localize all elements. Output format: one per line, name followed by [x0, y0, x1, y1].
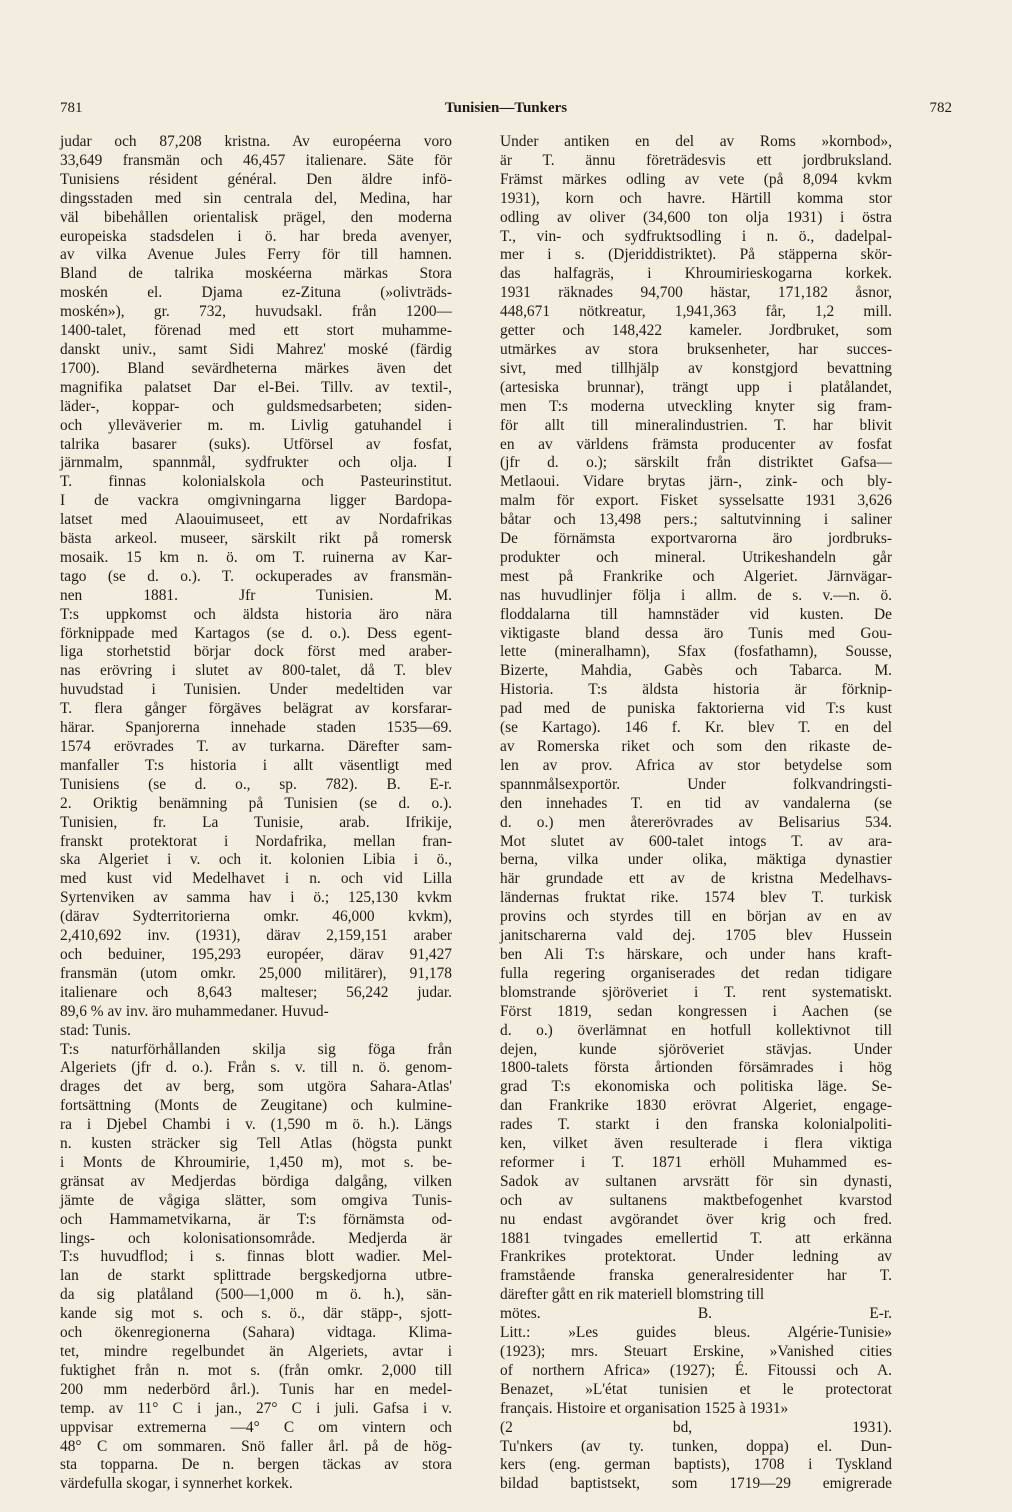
text-line: d. o.) men återerövrades av Belisarius 534.: [500, 813, 892, 831]
right-column: [500, 133, 892, 1494]
text-line: framstående franska generalresidenter har T.: [500, 1267, 892, 1285]
text-line: (2 bd, 1931).: [500, 1418, 892, 1436]
page-number-left: 781: [60, 100, 83, 116]
text-line: moskén el. Djama ez-Zituna (»olivträds-: [60, 284, 452, 302]
text-line: Tunisiens résident général. Den äldre infö-: [60, 170, 452, 188]
text-line: talrika basarer (suks). Utförsel av fosfat,: [60, 435, 452, 453]
text-line: da sig platåland (500—1,000 m ö. h.), sän-: [60, 1286, 452, 1304]
text-line: 1800-talets första årtionden försämrades i hög: [500, 1059, 892, 1077]
text-line: dan Frankrike 1830 erövrat Algeriet, engage-: [500, 1097, 892, 1115]
text-line: Litt.: »Les guides bleus. Algérie-Tunisie»: [500, 1324, 892, 1342]
text-line: magnifika palatset Dar el-Bei. Tillv. av textil-,: [60, 378, 452, 396]
text-line: ben Ali T:s härskare, och under hans kraft-: [500, 945, 892, 963]
text-line: viktigaste bland dessa äro Tunis med Gou-: [500, 624, 892, 642]
text-line: franskt protektorat i Nordafrika, mellan fran-: [60, 832, 452, 850]
left-column: [60, 133, 452, 1494]
text-line: 1574 erövrades T. av turkarna. Därefter sam-: [60, 738, 452, 755]
text-line: för allt till mineralindustrien. T. har blivit: [500, 416, 892, 434]
text-line: 448,671 nötkreatur, 1,941,363 får, 1,2 mill.: [500, 303, 892, 321]
text-line: tago (se d. o.). T. ockuperades av fransmän-: [60, 567, 452, 585]
text-line: Metlaoui. Vidare brytas järn-, zink- och bly-: [500, 473, 892, 491]
text-line: värdefulla skogar, i synnerhet korkek.: [60, 1475, 293, 1493]
text-line: gränsat av Medjerdas bördiga dalgång, vilken: [60, 1172, 452, 1190]
text-line: nas erövring i slutet av 800-talet, då T. blev: [60, 662, 452, 680]
text-line: blomstrande sjöröveriet i T. rent systematiskt.: [500, 983, 892, 1001]
text-line: uppvisar extremerna —4° C om vintern och: [60, 1418, 452, 1436]
text-line: 1931 räknades 94,700 hästar, 171,182 åsnor,: [500, 284, 892, 302]
text-line: ken, vilket även resulterade i flera viktiga: [500, 1135, 892, 1153]
text-line: (1923); mrs. Steuart Erskine, »Vanished cities: [500, 1343, 892, 1360]
text-line: är T. ännu företrädesvis ett jordbruksland.: [500, 151, 892, 169]
text-line: Frankrikes protektorat. Under ledning av: [500, 1248, 892, 1266]
text-line: malm för export. Fisket sysselsatte 1931 3,626: [500, 492, 892, 510]
text-line: bästa arkeol. museer, särskilt rikt på romersk: [60, 530, 452, 548]
text-line: lette (mineralhamn), Sfax (fosfathamn), Sousse,: [500, 643, 892, 661]
text-line: bildad baptistsekt, som 1719—29 emigrerade: [500, 1475, 892, 1493]
text-line: temp. av 11° C i jan., 27° C i juli. Gafsa i v.: [60, 1399, 452, 1417]
text-line: T. finnas kolonialskola och Pasteurinstitut.: [60, 473, 452, 491]
text-line: huvudstad i Tunisien. Under medeltiden var: [60, 681, 452, 699]
text-line: Mot slutet av 600-talet intogs T. av ara-: [500, 832, 892, 850]
text-line: das halfagräs, i Khroumirieskogarna korkek.: [500, 265, 892, 283]
text-line: danskt univ., samt Sidi Mahrez' moské (färdig: [60, 340, 452, 358]
text-line: Syrtenviken av samma hav i ö.; 125,130 kvkm: [60, 889, 452, 907]
text-line: tet, mindre regelbundet än Algeriets, avtar i: [60, 1343, 452, 1360]
text-line: kers (eng. german baptists), 1708 i Tyskland: [500, 1456, 892, 1474]
text-line: med kust vid Medelhavet i n. och vid Lilla: [60, 870, 452, 888]
text-line: Benazet, »L'état tunisien et le protectorat: [500, 1380, 892, 1398]
text-line: 1881 tvingades emellertid T. att erkänna: [500, 1229, 892, 1247]
text-line: förknippade med Kartagos (se d. o.). Dess egent-: [60, 624, 452, 642]
text-line: Bizerte, Mahdia, Gabès och Tabarca. M.: [500, 662, 892, 680]
text-line: av Romerska riket och som den rikaste de-: [500, 738, 892, 755]
text-line: mosaik. 15 km n. ö. om T. ruinerna av Kar-: [60, 548, 452, 566]
text-line: utmärkes av stora bruksenheter, har succes-: [500, 340, 892, 358]
text-line: drages det av berg, som utgöra Sahara-Atlas': [60, 1078, 452, 1096]
text-line: provins och styrdes till en början av en av: [500, 908, 892, 926]
text-line: lan de starkt splittrade bergskedjorna utbre-: [60, 1267, 452, 1285]
text-line: T:s uppkomst och äldsta historia äro nära: [60, 605, 452, 623]
text-line: rades T. starkt i den franska kolonialpoliti-: [500, 1116, 892, 1134]
text-line: nen 1881. Jfr Tunisien. M.: [60, 586, 452, 604]
text-line: den innehades T. en tid av vandalerna (se: [500, 794, 892, 812]
text-line: (se Kartago). 146 f. Kr. blev T. en del: [500, 719, 892, 737]
text-line: järnmalm, spannmål, sydfrukter och olja. I: [60, 454, 452, 472]
text-line: T., vin- och sydfruktsodling i n. ö., dadelpal-: [500, 227, 892, 245]
text-line: T:s huvudflod; i s. finnas blott wadier. Mel-: [60, 1248, 452, 1266]
text-line: ländernas fruktat rike. 1574 blev T. turkisk: [500, 889, 892, 907]
text-line: 1700). Bland sevärdheterna märkes även det: [60, 359, 452, 377]
text-line: en av världens främsta producenter av fosfat: [500, 435, 892, 453]
text-line: europeiska stadsdelen i ö. har breda avenyer,: [60, 227, 452, 245]
text-line: lings- och kolonisationsområde. Medjerda är: [60, 1229, 452, 1247]
text-line: 2. Oriktig benämning på Tunisien (se d. o.).: [60, 794, 452, 812]
text-line: av vilka Avenue Jules Ferry för till hamnen.: [60, 246, 452, 264]
text-line: pad med de puniska faktorierna vid T:s kust: [500, 700, 892, 718]
text-line: Tu'nkers (av ty. tunken, doppa) el. Dun-: [500, 1437, 892, 1455]
text-line: odling av oliver (34,600 ton olja 1931) i östra: [500, 208, 892, 226]
text-line: Algeriets (jfr d. o.). Från s. v. till n. ö. genom-: [60, 1059, 452, 1077]
text-line: grad T:s ekonomiska och politiska läge. Se-: [500, 1078, 892, 1096]
text-line: men T:s moderna utveckling knyter sig fram-: [500, 397, 892, 415]
text-line: n. kusten sträcker sig Tell Atlas (högsta punkt: [60, 1135, 452, 1153]
text-line: fortsättning (Monts de Zeugitane) och kulmine-: [60, 1097, 452, 1115]
page-header: [60, 100, 952, 122]
text-line: Bland de talrika moskéerna märkas Stora: [60, 265, 452, 283]
text-line: nu endast avgörandet över krig och fred.: [500, 1210, 892, 1228]
running-title: Tunisien—Tunkers: [444, 100, 568, 116]
text-line: och av sultanens maktbefogenhet kvarstod: [500, 1191, 892, 1209]
text-line: janitscharerna vald dej. 1705 blev Hussein: [500, 927, 892, 945]
text-line: moskén»), gr. 732, huvudsakl. från 1200—: [60, 303, 452, 321]
text-line: härar. Spanjorerna innehade staden 1535—69.: [60, 719, 452, 737]
text-line: reformer i T. 1871 erhöll Muhammed es-: [500, 1153, 892, 1171]
text-line: (jfr d. o.); särskilt från distriktet Gafsa—: [500, 454, 892, 472]
text-line: spannmålsexportör. Under folkvandringsti-: [500, 775, 892, 793]
text-line: läder-, koppar- och guldsmedsarbeten; siden-: [60, 397, 452, 415]
text-line: 1931), korn och havre. Härtill komma stor: [500, 189, 892, 207]
text-line: of northern Africa» (1927); É. Fitoussi och A.: [500, 1361, 892, 1379]
text-line: Under antiken en del av Roms »kornbod»,: [500, 133, 892, 150]
text-line: fuktighet från n. mot s. (från omkr. 2,000 till: [60, 1361, 452, 1379]
text-line: dingsstaden med sin centrala del, Medina, har: [60, 189, 452, 207]
text-line: och beduiner, 195,293 européer, därav 91,427: [60, 945, 452, 963]
text-line: jämte de vågiga slätter, som omgiva Tunis-: [60, 1191, 452, 1209]
text-line: 1400-talet, förenad med ett stort muhamme-: [60, 322, 452, 340]
text-line: sivt, med tillhjälp av konstgjord bevattning: [500, 359, 892, 377]
text-line: Främst märkes odling av vete (på 8,094 kvkm: [500, 170, 892, 188]
text-line: här grundade ett av de kristna Medelhavs-: [500, 870, 892, 888]
text-line: nas huvudlinjer följa i allm. de s. v.—n. ö.: [500, 586, 892, 604]
text-line: (därav Sydterritorierna omkr. 46,000 kvkm),: [60, 908, 452, 926]
text-line: latset med Alaouimuseet, ett av Nordafrikas: [60, 511, 452, 529]
text-line: Först 1819, sedan kongressen i Aachen (se: [500, 1002, 892, 1020]
text-line: fulla regering organiserades det redan tidigare: [500, 964, 892, 982]
text-line: français. Histoire et organisation 1525 à 1931»: [500, 1399, 789, 1417]
text-line: stad: Tunis.: [60, 1021, 132, 1039]
text-line: judar och 87,208 kristna. Av européerna voro: [60, 133, 452, 150]
text-line: ra i Djebel Chambi i v. (1,590 m ö. h.). Längs: [60, 1116, 452, 1134]
text-line: T. flera gånger förgäves belägrat av korsfarar-: [60, 700, 452, 718]
text-line: floddalarna till hamnstäder vid kusten. De: [500, 605, 892, 623]
text-line: därefter gått en rik materiell blomstring till: [500, 1286, 765, 1304]
text-line: 89,6 % av inv. äro muhammedaner. Huvud-: [60, 1002, 329, 1020]
text-line: sta topparna. De n. bergen täckas av stora: [60, 1456, 452, 1474]
text-line: 200 mm nederbörd årl.). Tunis har en medel-: [60, 1380, 452, 1398]
text-line: getter och 148,422 kameler. Jordbruket, som: [500, 322, 892, 340]
text-line: mötes. B. E-r.: [500, 1305, 892, 1323]
text-line: len av prov. Africa av stor betydelse som: [500, 756, 892, 774]
text-line: Historia. T:s äldsta historia är förknip-: [500, 681, 892, 699]
text-line: i Monts de Khroumirie, 1,450 m), mot s. be-: [60, 1153, 452, 1171]
text-line: 2,410,692 inv. (1931), därav 2,159,151 araber: [60, 927, 452, 945]
text-line: 33,649 fransmän och 46,457 italienare. Säte för: [60, 151, 452, 169]
text-line: och ylleväverier m. m. Livlig gatuhandel i: [60, 416, 452, 434]
text-line: produkter och mineral. Utrikeshandeln går: [500, 548, 892, 566]
text-line: båtar och 13,498 pers.; saltutvinning i saliner: [500, 511, 892, 529]
text-line: liga storhetstid börjar dock först med araber-: [60, 643, 452, 661]
text-line: och Hammametvikarna, är T:s förnämsta od-: [60, 1210, 452, 1228]
text-line: kande sig mot s. och s. ö., där stäpp-, sjott-: [60, 1305, 452, 1323]
text-line: 48° C om sommaren. Snö faller årl. på de hög-: [60, 1437, 452, 1455]
text-line: italienare och 8,643 malteser; 56,242 judar.: [60, 983, 452, 1001]
page-number-right: 782: [929, 100, 952, 116]
text-line: I de vackra omgivningarna ligger Bardopa-: [60, 492, 452, 510]
text-line: De förnämsta exportvarorna äro jordbruks-: [500, 530, 892, 548]
text-line: mest på Frankrike och Algeriet. Järnvägar-: [500, 567, 892, 585]
text-line: Tunisiens (se d. o., sp. 782). B. E-r.: [60, 775, 452, 793]
text-line: Sadok av sultanen arvsrätt för sin dynasti,: [500, 1172, 892, 1190]
text-line: ska Algeriet i v. och it. kolonien Libia i ö.,: [60, 851, 452, 869]
text-line: fransmän (utom omkr. 25,000 militärer), 91,178: [60, 964, 452, 982]
text-line: dejen, kunde sjöröveriet stävjas. Under: [500, 1040, 892, 1058]
text-line: d. o.) överlämnat en hotfull kollektivnot till: [500, 1021, 892, 1039]
text-line: berna, vilka under olika, mäktiga dynastier: [500, 851, 892, 869]
text-line: T:s naturförhållanden skilja sig föga från: [60, 1040, 452, 1058]
text-line: manfaller T:s historia i allt väsentligt med: [60, 756, 452, 774]
text-line: mer i s. (Djeriddistriktet). På stäpperna skör-: [500, 246, 892, 264]
text-line: Tunisien, fr. La Tunisie, arab. Ifrikije,: [60, 813, 452, 831]
text-line: (artesiska brunnar), trängt upp i platålandet,: [500, 378, 892, 396]
text-line: och ökenregionerna (Sahara) vidtaga. Klima-: [60, 1324, 452, 1342]
text-line: väl bibehållen orientalisk prägel, den moderna: [60, 208, 452, 226]
